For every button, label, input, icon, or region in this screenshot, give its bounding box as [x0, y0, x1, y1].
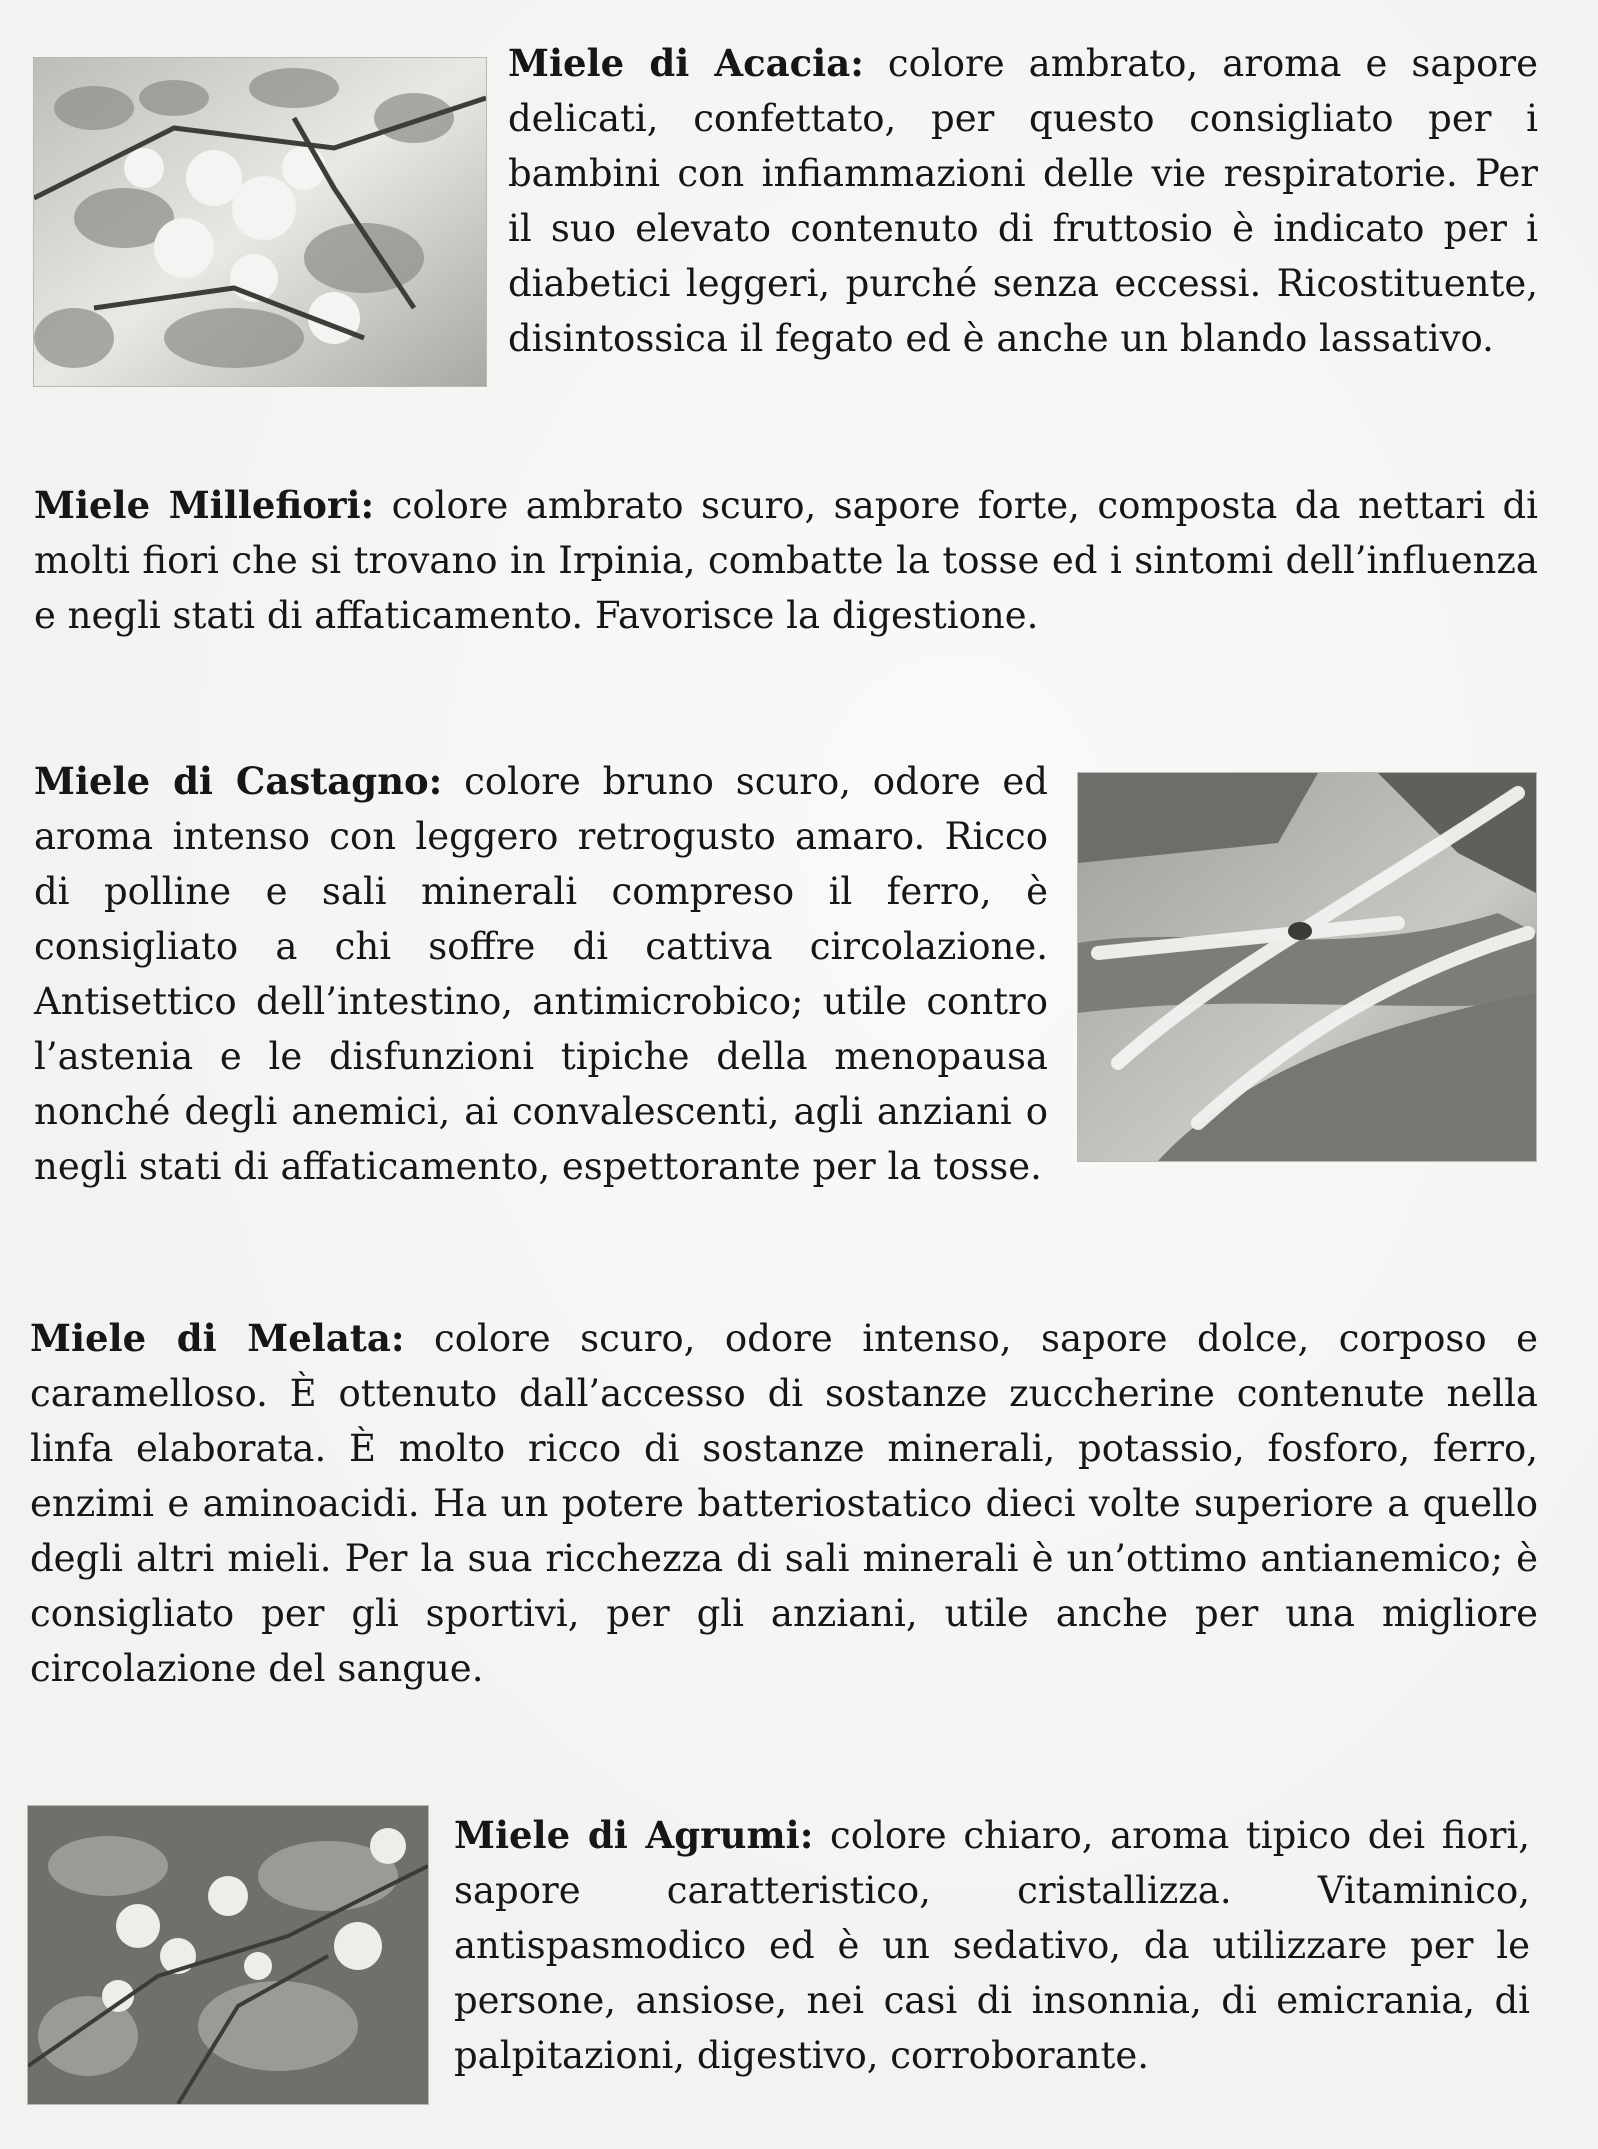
entry-title: Miele di Acacia: [508, 41, 864, 85]
entry-acacia [508, 36, 1538, 366]
entry-description: colore scuro, odore intenso, sapore dolce, corposo e caramelloso. È ottenuto dall’accesso di sostanze zuccherine contenute nella linfa elaborata. È molto ricco di sostanze minerali, potassio, fosforo, ferro, enzimi e aminoacidi. Ha un potere batteriostatico dieci volte superiore a quello degli altri mieli. Per la sua ricchezza di sali minerali è un’ottimo antianemico; è consigliato per gli sportivi, per gli anziani, utile anche per una migliore circolazione del sangue. [30, 1317, 1538, 1690]
entry-agrumi [454, 1808, 1530, 2083]
entry-title: Miele di Agrumi: [454, 1813, 814, 1857]
entry-title: Miele Millefiori: [34, 483, 375, 527]
entry-castagno [34, 754, 1048, 1194]
entry-description: colore bruno scuro, odore ed aroma intenso con leggero retrogusto amaro. Ricco di polline e sali minerali compreso il ferro, è consigliato a chi soffre di cattiva circolazione. Antisettico dell’intestino, antimicrobico; utile contro l’astenia e le disfunzioni tipiche della menopausa nonché degli anemici, ai convalescenti, agli anziani o negli stati di affaticamento, espettorante per la tosse. [34, 760, 1048, 1188]
acacia-flowers-photo [34, 58, 486, 386]
chestnut-leaves-photo [1078, 773, 1536, 1161]
entry-description: colore ambrato scuro, sapore forte, composta da nettari di molti fiori che si trovano in Irpinia, combatte la tosse ed i sintomi dell’influenza e negli stati di affaticamento. Favorisce la digestione. [34, 484, 1538, 637]
entry-millefiori [34, 478, 1538, 643]
entry-title: Miele di Melata: [30, 1316, 405, 1360]
entry-title: Miele di Castagno: [34, 759, 443, 803]
citrus-blossom-photo [28, 1806, 428, 2104]
entry-description: colore chiaro, aroma tipico dei fiori, sapore caratteristico, cristallizza. Vitaminico, antispasmodico ed è un sedativo, da utilizzare per le persone, ansiose, nei casi di insonnia, di emicrania, di palpitazioni, digestivo, corroborante. [454, 1814, 1530, 2077]
entry-melata [30, 1311, 1538, 1696]
entry-description: colore ambrato, aroma e sapore delicati, confettato, per questo consigliato per i bambini con infiammazioni delle vie respiratorie. Per il suo elevato contenuto di fruttosio è indicato per i diabetici leggeri, purché senza eccessi. Ricostituente, disintossica il fegato ed è anche un blando lassativo. [508, 42, 1539, 360]
